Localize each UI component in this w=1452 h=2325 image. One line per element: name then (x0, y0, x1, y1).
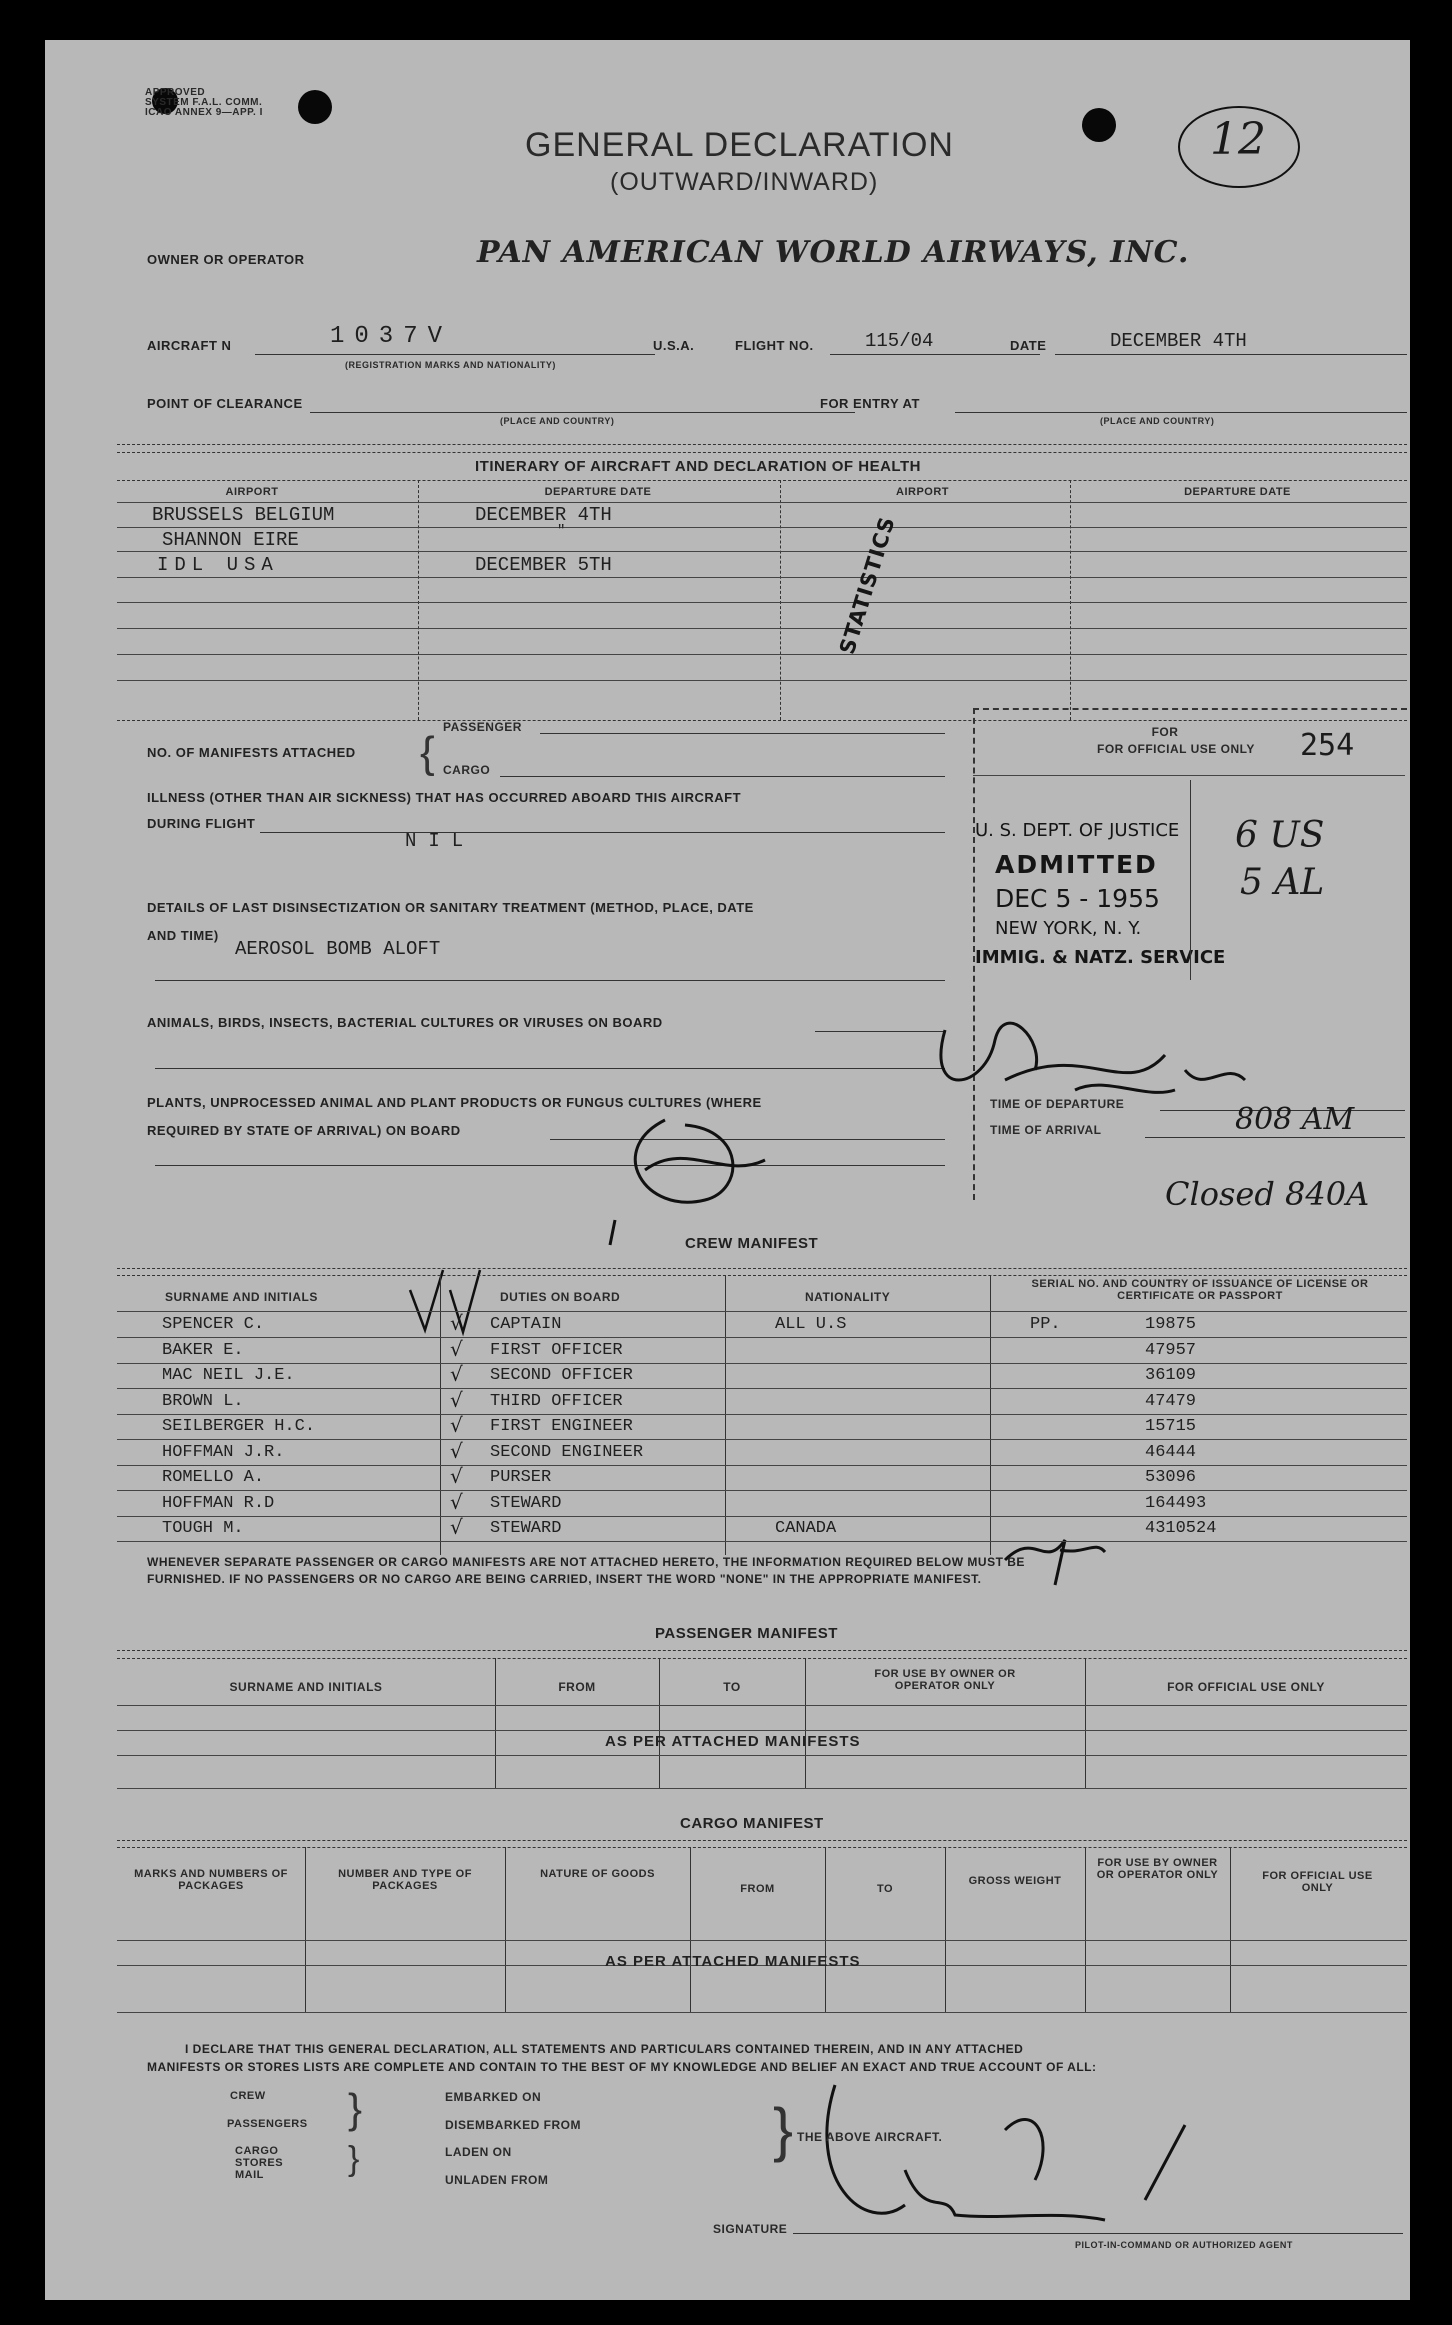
crew-serial: 19875 (1145, 1315, 1197, 1334)
crew-header-serial: SERIAL NO. AND COUNTRY OF ISSUANCE OF LICENSE OR CERTIFICATE OR PASSPORT (1031, 1278, 1369, 1302)
passenger-header-owner: FOR USE BY OWNER OR OPERATOR ONLY (874, 1668, 1016, 1692)
date-label: DATE (1010, 338, 1047, 353)
crew-name: ROMELLO A. (162, 1468, 265, 1487)
decl-cargo: CARGO (235, 2145, 279, 2157)
illness-value: NIL (405, 830, 476, 852)
usa-label: U.S.A. (653, 338, 695, 353)
crew-duty: STEWARD (490, 1493, 562, 1513)
decl-brace-big: } (773, 2096, 794, 2163)
crew-duty: CAPTAIN (490, 1315, 562, 1334)
flight-label: FLIGHT NO. (735, 338, 814, 353)
cargo-header-to: TO (876, 1883, 894, 1895)
aircraft-value: 1037V (330, 323, 453, 350)
table-row-divider (117, 1516, 1407, 1517)
itinerary-header-airport-2: AIRPORT (896, 486, 949, 498)
crew-duty: FIRST ENGINEER (490, 1417, 633, 1436)
crew-name: HOFFMAN J.R. (162, 1442, 285, 1462)
declaration-text: I DECLARE THAT THIS GENERAL DECLARATION, ALL STATEMENTS AND PARTICULARS CONTAINED THEREIN, AND IN ANY ATTACHED (185, 2042, 1024, 2056)
crew-name: SEILBERGER H.C. (162, 1417, 316, 1436)
cargo-header-weight: GROSS WEIGHT (968, 1875, 1062, 1887)
plants-label: PLANTS, UNPROCESSED ANIMAL AND PLANT PRODUCTS OR FUNGUS CULTURES (WHERE (147, 1095, 762, 1110)
itinerary-airport: SHANNON EIRE (162, 529, 299, 551)
and-time-label: AND TIME) (147, 928, 219, 943)
cargo-manifest-title: CARGO MANIFEST (680, 1815, 824, 1832)
itinerary-date: DECEMBER 5TH (475, 554, 612, 576)
crew-serial: 4310524 (1145, 1519, 1217, 1538)
entry-label: FOR ENTRY AT (820, 396, 920, 411)
page-mark: 12 (1210, 114, 1266, 165)
owner-value: PAN AMERICAN WORLD AIRWAYS, INC. (477, 235, 1190, 270)
decl-brace-2: } (348, 2140, 360, 2178)
page-title: GENERAL DECLARATION (525, 126, 954, 164)
animals-label: ANIMALS, BIRDS, INSECTS, BACTERIAL CULTURES OR VIRUSES ON BOARD (147, 1015, 663, 1030)
manifests-label: NO. OF MANIFESTS ATTACHED (147, 745, 356, 760)
decl-aircraft: THE ABOVE AIRCRAFT. (797, 2130, 943, 2144)
passenger-manifest-note: AS PER ATTACHED MANIFESTS (605, 1733, 861, 1750)
hand-count-us: 6 US (1235, 815, 1325, 856)
decl-embarked: EMBARKED ON (445, 2090, 542, 2104)
table-row-divider (117, 1490, 1407, 1491)
decl-passengers: PASSENGERS (227, 2118, 308, 2130)
check-mark-icon: √ (450, 1311, 463, 1335)
flight-value: 115/04 (865, 330, 934, 352)
hand-count-al: 5 AL (1240, 862, 1325, 903)
place-note: (PLACE AND COUNTRY) (500, 416, 615, 426)
clearance-label: POINT OF CLEARANCE (147, 396, 303, 411)
crew-name: BAKER E. (162, 1340, 244, 1360)
decl-laden: LADEN ON (445, 2145, 512, 2159)
check-mark-icon: √ (450, 1464, 463, 1488)
crew-header-name: SURNAME AND INITIALS (165, 1290, 318, 1304)
cargo-header-number: NUMBER AND TYPE OF PACKAGES (338, 1868, 472, 1892)
itinerary-date: " (557, 523, 566, 539)
declaration-text-2: MANIFESTS OR STORES LISTS ARE COMPLETE AND CONTAIN TO THE BEST OF MY KNOWLEDGE AND BELIEF AN EXACT AND TRUE ACCOUNT OF ALL: (147, 2060, 1097, 2074)
departure-label: TIME OF DEPARTURE (990, 1097, 1125, 1111)
decl-unladen: UNLADEN FROM (445, 2173, 549, 2187)
registration-note: (REGISTRATION MARKS AND NATIONALITY) (345, 360, 556, 370)
crew-name: TOUGH M. (162, 1519, 244, 1538)
crew-duty: THIRD OFFICER (490, 1391, 623, 1411)
crew-serial-prefix: PP. (1030, 1315, 1061, 1334)
crew-name: BROWN L. (162, 1391, 244, 1411)
crew-header-duty: DUTIES ON BOARD (500, 1290, 621, 1304)
official-label: FOR OFFICIAL USE ONLY (1097, 742, 1255, 756)
table-row-divider (117, 1465, 1407, 1466)
check-mark-icon: √ (450, 1336, 463, 1361)
cargo-header-official: FOR OFFICIAL USE ONLY (1262, 1870, 1373, 1894)
aircraft-label: AIRCRAFT N (147, 338, 232, 353)
crew-serial: 164493 (1145, 1493, 1207, 1513)
passenger-header-name: SURNAME AND INITIALS (229, 1680, 383, 1694)
table-row-divider (117, 1439, 1407, 1440)
crew-duty: PURSER (490, 1468, 552, 1487)
date-value: DECEMBER 4TH (1110, 330, 1247, 352)
crew-serial: 47479 (1145, 1391, 1197, 1411)
illness-label: ILLNESS (OTHER THAN AIR SICKNESS) THAT HAS OCCURRED ABOARD THIS AIRCRAFT (147, 790, 742, 805)
disinsect-value: AEROSOL BOMB ALOFT (235, 938, 441, 960)
itinerary-title: ITINERARY OF AIRCRAFT AND DECLARATION OF HEALTH (475, 458, 921, 475)
disinsect-label: DETAILS OF LAST DISINSECTIZATION OR SANITARY TREATMENT (METHOD, PLACE, DATE (147, 900, 754, 915)
table-row-divider (117, 1541, 1407, 1542)
declaration-form: APPROVED SYSTEM F.A.L. COMM. ICAO ANNEX 9—APP. I GENERAL DECLARATION (OUTWARD/INWARD) 12 OWNER OR OPERATOR PAN AMERICAN WORLD AIRWAYS, INC. AIRCRAFT N 1037V (REGISTRATION MARKS AND NATIONALITY) U.S.A. FLIGHT NO. 115/04 DATE DECEMBER 4TH POINT OF CLEARANCE (PLACE AND COUNTRY) FOR ENTRY AT (PLACE AND COUNTRY) ITINERARY OF AIRCRAFT AND DECLARATION OF HEALTH AIRPORT DEPARTURE DATE AIRPORT DEPARTURE DATE BRUSSELS BELGIUM DECEMBER 4TH SHANNON EIRE " IDL USA DECEMBER 5TH STATISTICS NO. OF MANIFESTS ATTACHED { PASSENGER CARGO ILLNESS (OTHER THAN AIR SICKNESS) THAT HAS OCCURRED ABOARD THIS AIRCRAFT DURING FLIGHT NIL DETAILS OF LAST DISINSECTIZATION OR SANITARY TREATMENT (METHOD, PLACE, DATE AND TIME) AEROSOL BOMB ALOFT ANIMALS, BIRDS, INSECTS, BACTERIAL CULTURES OR VIRUSES ON BOARD PLANTS, UNPROCESSED ANIMAL AND PLANT PRODUCTS OR FUNGUS CULTURES (WHERE REQUIRED BY STATE OF ARRIVAL) ON BOARD FOR FOR OFFICIAL USE ONLY 254 U. S. DEPT. OF JUSTICE ADMITTED DEC 5 - 1955 NEW YORK, N. Y. IMMIG. & NATZ. SERVICE 6 US 5 AL TIME OF DEPARTURE TIME OF ARRIVAL 808 AM Closed 840A CREW MANIFEST SURNAME AND INITIALS DUTIES ON BOARD NATIONALITY SERIAL NO. AND COUNTRY OF ISSUANCE OF LICENSE OR CERTIFICATE OR PASSPORT SPENCER C. CAPTAIN ALL U.S PP. 19875 √ BAKER E. FIRST OFFICER 47957 √ MAC NEIL J.E. SECOND OFFICER 36109 √ BROWN L. THIRD OFFICER 47479 √ SEILBERGER H.C. FIRST ENGINEER 15715 √ HOFFMAN J.R. SECOND ENGINEER 46444 √ ROMELLO A. PURSER 53096 √ HOFFMAN R.D STEWARD 164493 √ TOUGH M. STEWARD CANADA 4310524 √ WHENEVER SEPARATE PASSENGER OR CARGO MANIFESTS ARE NOT ATTACHED HERETO, THE INFORMATION REQUIRED BELOW MUST BE FURNISHED. IF NO PASSENGERS OR NO CARGO ARE BEING CARRIED, INSERT THE WORD "NONE" IN THE APPROPRIATE MANIFEST. PASSENGER MANIFEST SURNAME AND INITIALS FROM TO FOR USE BY OWNER OR OPERATOR ONLY FOR OFFICIAL USE ONLY AS PER ATTACHED MANIFESTS CARGO MANIFEST MARKS AND NUMBERS OF PACKAGES NUMBER AND TYPE OF PACKAGES NATURE OF GOODS FROM TO GROSS WEIGHT FOR USE BY OWNER OR OPERATOR ONLY FOR OFFICIAL USE ONLY AS PER ATTACHED MANIFESTS I DECLARE THAT THIS GENERAL DECLARATION, ALL STATEMENTS AND PARTICULARS CONTAINED THEREIN, AND IN ANY ATTACHED MANIFESTS OR STORES LISTS ARE COMPLETE AND CONTAIN TO THE BEST OF MY KNOWLEDGE AND BELIEF AN EXACT AND TRUE ACCOUNT OF ALL: CREW PASSENGERS CARGO STORES MAIL } } EMBARKED ON DISEMBARKED FROM LADEN ON UNLADEN FROM } THE ABOVE AIRCRAFT. SIGNATURE PILOT-IN-COMMAND OR AUTHORIZED AGENT (45, 40, 1410, 2300)
crew-serial: 15715 (1145, 1417, 1197, 1436)
crew-nationality: ALL U.S (775, 1315, 847, 1334)
cargo-header-from: FROM (740, 1883, 775, 1895)
decl-stores: STORES (235, 2157, 284, 2169)
cargo-header-marks: MARKS AND NUMBERS OF PACKAGES (134, 1868, 288, 1892)
crew-nationality: CANADA (775, 1519, 837, 1538)
itinerary-header-date-2: DEPARTURE DATE (1184, 486, 1291, 498)
crew-notice: WHENEVER SEPARATE PASSENGER OR CARGO MANIFESTS ARE NOT ATTACHED HERETO, THE INFORMATION REQUIRED BELOW MUST BE (147, 1555, 1025, 1569)
passenger-header-official: FOR OFFICIAL USE ONLY (1167, 1680, 1325, 1694)
crew-duty: SECOND ENGINEER (490, 1442, 644, 1462)
pilot-label: PILOT-IN-COMMAND OR AUTHORIZED AGENT (1075, 2240, 1293, 2250)
crew-duty: STEWARD (490, 1519, 562, 1538)
check-mark-icon: √ (450, 1489, 463, 1514)
crew-serial: 53096 (1145, 1468, 1197, 1487)
closed-note: Closed 840A (1165, 1175, 1370, 1213)
statistics-stamp: STATISTICS (835, 513, 900, 658)
crew-notice-2: FURNISHED. IF NO PASSENGERS OR NO CARGO ARE BEING CARRIED, INSERT THE WORD "NONE" IN THE APPROPRIATE MANIFEST. (147, 1572, 982, 1586)
passenger-label: PASSENGER (443, 720, 522, 734)
itinerary-header-airport: AIRPORT (225, 486, 279, 498)
arrival-label: TIME OF ARRIVAL (990, 1123, 1102, 1137)
check-mark-icon: √ (450, 1413, 463, 1437)
owner-label: OWNER OR OPERATOR (147, 252, 305, 267)
check-mark-icon: √ (450, 1438, 463, 1463)
table-row-divider (117, 1337, 1407, 1338)
page-subtitle: (OUTWARD/INWARD) (610, 168, 879, 196)
crew-name: MAC NEIL J.E. (162, 1366, 295, 1385)
itinerary-header-date: DEPARTURE DATE (544, 486, 652, 498)
crew-header-nationality: NATIONALITY (805, 1290, 891, 1304)
decl-crew: CREW (230, 2090, 266, 2102)
table-row-divider (117, 1414, 1407, 1415)
decl-brace: } (348, 2085, 363, 2132)
table-row-divider (117, 1388, 1407, 1389)
itinerary-date: DECEMBER 4TH (475, 504, 612, 526)
approval-note: APPROVED SYSTEM F.A.L. COMM. ICAO ANNEX 9—APP. I (145, 87, 263, 118)
passenger-manifest-title: PASSENGER MANIFEST (655, 1625, 838, 1642)
itinerary-airport: BRUSSELS BELGIUM (152, 504, 335, 526)
crew-duty: FIRST OFFICER (490, 1340, 623, 1360)
decl-disembarked: DISEMBARKED FROM (445, 2118, 581, 2132)
check-mark-icon: √ (450, 1387, 463, 1412)
decl-mail: MAIL (235, 2169, 264, 2181)
passenger-header-to: TO (723, 1680, 741, 1694)
itinerary-airport: IDL USA (157, 554, 279, 576)
official-label-for: FOR (1151, 725, 1179, 739)
check-mark-icon: √ (450, 1362, 463, 1386)
manifests-brace: { (420, 728, 435, 777)
crew-serial: 47957 (1145, 1340, 1197, 1360)
signature-label: SIGNATURE (713, 2222, 788, 2236)
passenger-header-from: FROM (558, 1680, 596, 1694)
cargo-label: CARGO (443, 763, 491, 777)
crew-serial: 46444 (1145, 1442, 1197, 1462)
cargo-header-nature: NATURE OF GOODS (540, 1868, 655, 1880)
cargo-manifest-note: AS PER ATTACHED MANIFESTS (605, 1953, 861, 1970)
official-number: 254 (1300, 728, 1355, 763)
crew-name: SPENCER C. (162, 1315, 265, 1334)
crew-duty: SECOND OFFICER (490, 1366, 633, 1385)
during-flight-label: DURING FLIGHT (147, 816, 256, 831)
crew-name: HOFFMAN R.D (162, 1493, 275, 1513)
plants-label-2: REQUIRED BY STATE OF ARRIVAL) ON BOARD (147, 1123, 461, 1138)
place-note-2: (PLACE AND COUNTRY) (1100, 416, 1215, 426)
crew-title: CREW MANIFEST (685, 1235, 819, 1252)
check-mark-icon: √ (450, 1515, 463, 1539)
table-row-divider (117, 1363, 1407, 1364)
arrival-value: 808 AM (1235, 1102, 1355, 1137)
crew-serial: 36109 (1145, 1366, 1197, 1385)
cargo-header-owner: FOR USE BY OWNER OR OPERATOR ONLY (1096, 1857, 1219, 1881)
